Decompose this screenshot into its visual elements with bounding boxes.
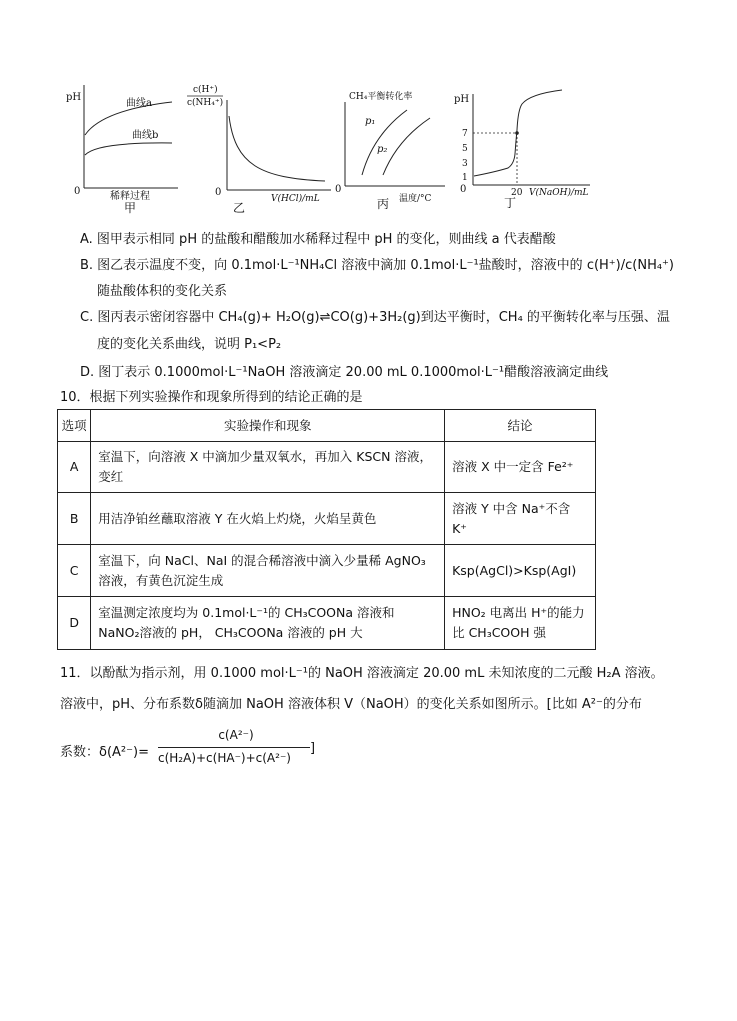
graph-ding-tick-5: 5	[462, 144, 468, 154]
table-row	[58, 493, 596, 545]
graph-jia	[62, 80, 182, 215]
graph-yi-ylabel-den: c(NH₄⁺)	[187, 98, 224, 108]
table-header-operation: 实验操作和现象	[91, 410, 445, 442]
q11-formula-close: ]	[310, 741, 316, 756]
q11-formula-numerator: c(A²⁻)	[218, 728, 254, 742]
table-header-conclusion: 结论	[445, 410, 596, 442]
table-header-option: 选项	[58, 410, 91, 442]
table-cell-option: B	[58, 493, 91, 545]
q9-option-a: A. 图甲表示相同 pH 的盐酸和醋酸加水稀释过程中 pH 的变化，则曲线 a 代表醋酸	[80, 232, 556, 247]
graph-bing-xlabel: 温度/°C	[399, 194, 432, 204]
graph-bing-name: 丙	[377, 197, 390, 211]
table-cell-conclusion: Ksp(AgCl)>Ksp(AgI)	[445, 545, 596, 597]
table-row	[58, 545, 596, 597]
q11-formula-lead: 系数：δ(A²⁻)=	[60, 745, 149, 760]
graph-jia-curve-b	[85, 143, 172, 155]
graph-ding	[450, 80, 600, 215]
q11-line1: 11．以酚酞为指示剂，用 0.1000 mol·L⁻¹的 NaOH 溶液滴定 20.00 mL 未知浓度的二元酸 H₂A 溶液。	[60, 666, 664, 681]
graph-yi-curve	[229, 116, 325, 181]
graph-ding-name: 丁	[504, 196, 517, 210]
table-cell-option: D	[58, 597, 91, 650]
graph-yi-name: 乙	[233, 201, 246, 215]
q9-option-b-line2: 随盐酸体积的变化关系	[97, 284, 228, 299]
graph-bing-curve-p2	[383, 118, 430, 175]
table-cell-operation: 室温下，向溶液 X 中滴加少量双氧水，再加入 KSCN 溶液，变红	[91, 442, 445, 493]
graph-bing-ylabel: CH₄平衡转化率	[349, 92, 413, 102]
table-row	[58, 597, 596, 650]
q11-line2: 溶液中，pH、分布系数δ随滴加 NaOH 溶液体积 V（NaOH）的变化关系如图所示。[比如 A²⁻的分布	[60, 697, 642, 712]
graph-bing-label-p1: p₁	[365, 116, 376, 127]
graph-ding-tick-1: 1	[462, 173, 468, 183]
graph-jia-name: 甲	[124, 201, 137, 215]
q11-formula-denominator: c(H₂A)+c(HA⁻)+c(A²⁻)	[158, 751, 291, 765]
graph-jia-label-curve-a: 曲线a	[126, 98, 152, 109]
table-row	[58, 442, 596, 493]
table-cell-option: A	[58, 442, 91, 493]
table-cell-conclusion: 溶液 X 中一定含 Fe²⁺	[445, 442, 596, 493]
graph-ding-origin: 0	[460, 184, 467, 195]
q9-option-b-line1: B. 图乙表示温度不变，向 0.1mol·L⁻¹NH₄Cl 溶液中滴加 0.1mol·L⁻¹盐酸时，溶液中的 c(H⁺)/c(NH₄⁺)	[80, 258, 674, 273]
table-cell-operation: 用洁净铂丝蘸取溶液 Y 在火焰上灼烧，火焰呈黄色	[91, 493, 445, 545]
q10-stem: 10．根据下列实验操作和现象所得到的结论正确的是	[60, 390, 363, 405]
graph-ding-tick-3: 3	[462, 159, 468, 169]
graph-bing-origin: 0	[335, 184, 342, 195]
graph-jia-label-curve-b: 曲线b	[132, 130, 159, 141]
graph-yi-xlabel: V(HCl)/mL	[271, 194, 320, 204]
q11-formula-bar	[158, 747, 310, 748]
graph-ding-tick-7: 7	[462, 129, 468, 139]
table-cell-conclusion: HNO₂ 电离出 H⁺的能力比 CH₃COOH 强	[445, 597, 596, 650]
table-header-row	[58, 410, 596, 442]
graph-ding-ylabel: pH	[454, 94, 470, 105]
graph-ding-xlabel: V(NaOH)/mL	[529, 188, 589, 198]
graph-ding-x-tick-20: 20	[511, 188, 523, 198]
table-cell-option: C	[58, 545, 91, 597]
graph-jia-ylabel: pH	[66, 92, 82, 103]
q9-option-c-line1: C. 图丙表示密闭容器中 CH₄(g)+ H₂O(g)⇌CO(g)+3H₂(g)到达平衡时，CH₄ 的平衡转化率与压强、温	[80, 310, 670, 325]
q10-table	[57, 409, 596, 650]
q9-option-c-line2: 度的变化关系曲线，说明 P₁<P₂	[97, 337, 282, 352]
graph-yi	[185, 80, 335, 215]
table-cell-operation: 室温测定浓度均为 0.1mol·L⁻¹的 CH₃COONa 溶液和 NaNO₂溶液的 pH， CH₃COONa 溶液的 pH 大	[91, 597, 445, 650]
graph-jia-origin: 0	[74, 186, 81, 197]
graph-jia-xlabel: 稀释过程	[110, 191, 150, 202]
graph-yi-ylabel-num: c(H⁺)	[193, 85, 218, 95]
table-cell-operation: 室温下，向 NaCl、NaI 的混合稀溶液中滴入少量稀 AgNO₃溶液，有黄色沉淀生成	[91, 545, 445, 597]
graph-yi-origin: 0	[215, 187, 222, 198]
graph-bing-label-p2: p₂	[377, 144, 388, 155]
table-cell-conclusion: 溶液 Y 中含 Na⁺不含 K⁺	[445, 493, 596, 545]
graph-bing	[335, 80, 450, 215]
q9-option-d: D. 图丁表示 0.1000mol·L⁻¹NaOH 溶液滴定 20.00 mL 0.1000mol·L⁻¹醋酸溶液滴定曲线	[80, 365, 609, 380]
